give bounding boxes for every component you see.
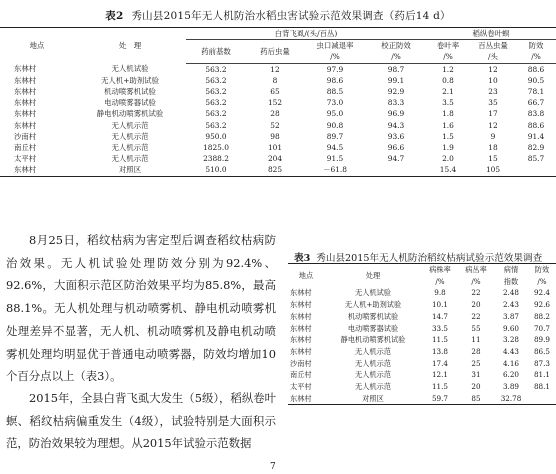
table2-cell: 1.8 bbox=[442, 109, 454, 119]
table2-cell: 52 bbox=[270, 120, 280, 130]
table2-row bbox=[0, 142, 556, 153]
table3-cell: 无人机示范 bbox=[355, 370, 391, 380]
body-paragraph-2: 2015年，全县白背飞虱大发生（5级），稻纵卷叶螟、稻纹枯病偏重发生（4级），试验特别是大面积示范，防治效果较为理想。从2015年试验示范数据 bbox=[6, 391, 276, 451]
table2-cell: 15.4 bbox=[426, 164, 470, 176]
table2-header-reduction: 虫口减退率 /% bbox=[304, 40, 366, 63]
table3-cell: 2.43 bbox=[502, 300, 519, 310]
table3-cell: 92.4 bbox=[533, 288, 550, 298]
table2-cell: 93.6 bbox=[387, 131, 405, 141]
table2-cell: 2.1 bbox=[442, 87, 454, 97]
table3-header-incidence: 病株率 /% bbox=[422, 264, 458, 288]
table2-cell: 73.0 bbox=[326, 98, 344, 108]
table3-cell: 3.28 bbox=[502, 335, 519, 345]
table2-cell: 0.8 bbox=[442, 75, 454, 85]
table3-cell: 32.78 bbox=[494, 393, 528, 405]
table2-cell: 8 bbox=[272, 75, 278, 85]
table3-row bbox=[288, 311, 556, 323]
table2-header-leafroller: 稻纵卷叶螟 bbox=[426, 28, 556, 40]
table3-cell: 70.7 bbox=[533, 323, 550, 333]
table3-row bbox=[288, 358, 556, 370]
table3-title: 秀山县2015年无人机防治稻纹枯病试验示范效果调查 bbox=[316, 253, 543, 264]
table2-cell: 510.0 bbox=[186, 164, 246, 176]
table2-cell: 563.2 bbox=[205, 109, 227, 119]
table3-cell: 88.1 bbox=[533, 382, 550, 392]
table2-cell: 12 bbox=[488, 120, 498, 130]
table3-cell: 无人机示范 bbox=[355, 346, 391, 356]
table2-cell: 98.7 bbox=[387, 64, 405, 74]
table3-cell: 10.1 bbox=[431, 300, 448, 310]
table3-row bbox=[288, 334, 556, 346]
table3-cell: 31 bbox=[471, 370, 481, 380]
table2-cell: 无人机示范 bbox=[111, 154, 149, 164]
table2-cell: 无人机试验 bbox=[111, 64, 149, 74]
table2-cell: 15 bbox=[488, 154, 498, 164]
table2-cell: 82.9 bbox=[527, 143, 545, 153]
table2-cell: 825 bbox=[246, 164, 304, 176]
table2-cell: 563.2 bbox=[205, 98, 227, 108]
table2-cell: 9 bbox=[490, 131, 496, 141]
table3-cell: 东林村 bbox=[290, 311, 312, 321]
table2-cell: 65 bbox=[270, 87, 280, 97]
table3-cell: 13.8 bbox=[431, 346, 448, 356]
table2-cell: 东林村 bbox=[14, 120, 37, 130]
table2-header-corrected: 校正防效 /% bbox=[366, 40, 426, 63]
table2-cell: 90.5 bbox=[527, 75, 545, 85]
table2-caption bbox=[0, 8, 556, 23]
table3-cell: 东林村 bbox=[290, 346, 312, 356]
table2-row bbox=[0, 63, 556, 75]
table3-cell: 25 bbox=[471, 358, 481, 368]
table3-cell: 55 bbox=[471, 323, 481, 333]
table2-cell: 1825.0 bbox=[203, 143, 229, 153]
table3-cell: 3.89 bbox=[502, 382, 519, 392]
table2-cell: 东林村 bbox=[14, 64, 37, 74]
table3-cell: 东林村 bbox=[288, 393, 324, 405]
table2-header-planthopper: 白背飞虱/(头/百丛) bbox=[186, 28, 426, 40]
table2-cell: 83.8 bbox=[527, 109, 545, 119]
table2-cell: 机动喷雾机试验 bbox=[104, 87, 156, 97]
table2-cell: 95.0 bbox=[326, 109, 344, 119]
table2-cell: 28 bbox=[270, 109, 280, 119]
table3-cell: 81.1 bbox=[533, 370, 550, 380]
table2-cell: 东林村 bbox=[14, 87, 37, 97]
table2-row bbox=[0, 131, 556, 142]
table2-cell: 152 bbox=[267, 98, 283, 108]
table2-cell: －61.8 bbox=[304, 164, 366, 176]
table3-row bbox=[288, 346, 556, 358]
table3-cell: 86.5 bbox=[533, 346, 550, 356]
table2-cell: 94.7 bbox=[387, 154, 405, 164]
table2-cell: 1.5 bbox=[442, 131, 454, 141]
table3-row bbox=[288, 299, 556, 311]
table3-cell: 南丘村 bbox=[290, 370, 312, 380]
table3-header-efficacy: 防效 /% bbox=[528, 264, 556, 288]
table2-cell: 无人机+助剂试验 bbox=[101, 75, 159, 85]
body-paragraph-1: 8月25日，稻纹枯病为害定型后调查稻纹枯病防治效果。无人机试验处理防效分别为92.4%、92.6%，大面积示范区防治效果平均为85.8%，最高88.1%。无人机处理与机动喷雾机、静电机动喷雾机处理差异不显著，无人机、机动喷雾机及静电机动喷雾机处理均明显优于普通电动喷雾器，防效均增加10个百分点以上（表3）。 bbox=[6, 233, 276, 384]
table3-cell: 沙南村 bbox=[290, 358, 312, 368]
table2-cell: 563.2 bbox=[205, 120, 227, 130]
table2-cell: 66.7 bbox=[527, 98, 545, 108]
table2-body bbox=[0, 63, 556, 176]
table2-cell: 无人机示范 bbox=[111, 131, 149, 141]
table3-caption bbox=[294, 250, 556, 264]
table2-cell: 1.2 bbox=[442, 64, 454, 74]
table2-cell: 2388.2 bbox=[203, 154, 229, 164]
table2-row bbox=[0, 97, 556, 108]
table2-cell: 18 bbox=[488, 143, 498, 153]
table3-cell: 22 bbox=[471, 288, 481, 298]
table2-cell: 96.6 bbox=[387, 143, 405, 153]
table2-cell bbox=[366, 164, 426, 176]
table2-cell: 东林村 bbox=[14, 109, 37, 119]
table3-cell: 无人机示范 bbox=[355, 382, 391, 392]
table3-row bbox=[288, 369, 556, 381]
table3-cell: 东林村 bbox=[290, 323, 312, 333]
table2-cell: 南丘村 bbox=[14, 143, 37, 153]
table3-body bbox=[288, 287, 556, 405]
table2-cell: 东林村 bbox=[14, 75, 37, 85]
table3-cell: 89.9 bbox=[533, 335, 550, 345]
table3-header-place: 地点 bbox=[288, 264, 324, 288]
table3 bbox=[288, 263, 556, 405]
table3-cell: 9.60 bbox=[502, 323, 519, 333]
table2-row bbox=[0, 108, 556, 119]
table3-cell: 28 bbox=[471, 346, 481, 356]
table2-cell: 2.0 bbox=[442, 154, 454, 164]
table3-cell: 92.6 bbox=[533, 300, 550, 310]
table3-cell: 2.48 bbox=[502, 288, 519, 298]
table3-cell: 6.20 bbox=[502, 370, 519, 380]
table2-cell: 88.5 bbox=[326, 87, 344, 97]
table2-cell: 电动喷雾器试验 bbox=[104, 98, 156, 108]
table2-title: 秀山县2015年无人机防治水稻虫害试验示范效果调查（药后14 d） bbox=[131, 10, 451, 22]
table2-cell: 对照区 bbox=[74, 164, 186, 176]
table3-header-cluster: 病丛率 /% bbox=[458, 264, 494, 288]
table3-cell: 3.87 bbox=[502, 311, 519, 321]
table3-cell: 9.8 bbox=[434, 288, 446, 298]
table2-cell: 105 bbox=[470, 164, 516, 176]
table3-cell: 机动喷雾机试验 bbox=[347, 311, 399, 321]
table2-cell: 88.6 bbox=[527, 120, 545, 130]
table2-cell: 94.5 bbox=[326, 143, 344, 153]
table3-cell: 20 bbox=[471, 382, 481, 392]
table2-cell: 563.2 bbox=[205, 64, 227, 74]
table3-cell: 静电机动喷雾机试验 bbox=[340, 335, 406, 345]
table2-header-count: 百丛虫量 /头 bbox=[470, 40, 516, 63]
table3-cell: 4.16 bbox=[502, 358, 519, 368]
table3-cell: 11.5 bbox=[431, 335, 448, 345]
table2-header-before: 药前基数 bbox=[186, 40, 246, 63]
table2-cell: 沙南村 bbox=[14, 131, 37, 141]
table3-cell: 东林村 bbox=[290, 288, 312, 298]
table2-cell: 东林村 bbox=[0, 164, 74, 176]
table2-cell: 563.2 bbox=[205, 87, 227, 97]
table2-cell: 99.1 bbox=[387, 75, 405, 85]
table2-cell: 94.3 bbox=[387, 120, 405, 130]
table3-row bbox=[288, 381, 556, 393]
table2-cell: 98.6 bbox=[326, 75, 344, 85]
table2-cell: 12 bbox=[488, 64, 498, 74]
table3-cell: 11.5 bbox=[431, 382, 448, 392]
table2-cell: 17 bbox=[488, 109, 498, 119]
table2-label: 表2 bbox=[105, 10, 124, 22]
table3-cell: 无人机+助剂试验 bbox=[344, 300, 402, 310]
table2-cell: 97.9 bbox=[326, 64, 344, 74]
table2-cell: 太平村 bbox=[14, 154, 37, 164]
table3-cell: 东林村 bbox=[290, 300, 312, 310]
table3-cell: 4.43 bbox=[502, 346, 519, 356]
table2-cell: 静电机动喷雾机试验 bbox=[96, 109, 164, 119]
table2-cell: 85.7 bbox=[527, 154, 545, 164]
table2-cell: 23 bbox=[488, 87, 498, 97]
table2-cell: 563.2 bbox=[205, 75, 227, 85]
table2-cell: 35 bbox=[488, 98, 498, 108]
table2-cell: 无人机示范 bbox=[111, 143, 149, 153]
table3-cell: 17.4 bbox=[431, 358, 448, 368]
table3-cell: 对照区 bbox=[324, 393, 422, 405]
table2-cell bbox=[516, 164, 556, 176]
table3-header-index: 病情 指数 bbox=[494, 264, 528, 288]
table3-row bbox=[288, 287, 556, 299]
table2-cell: 92.9 bbox=[387, 87, 405, 97]
table2-cell: 98 bbox=[270, 131, 280, 141]
table2-header-roll: 卷叶率 /% bbox=[426, 40, 470, 63]
table2-cell: 101 bbox=[267, 143, 283, 153]
table3-row bbox=[288, 393, 556, 405]
table3-cell: 33.5 bbox=[431, 323, 448, 333]
table2-cell: 78.1 bbox=[527, 87, 545, 97]
table2-header-treatment: 处 理 bbox=[74, 28, 186, 64]
table2-row bbox=[0, 75, 556, 86]
table2-cell: 90.8 bbox=[326, 120, 344, 130]
table2-row bbox=[0, 164, 556, 176]
table3-cell: 东林村 bbox=[290, 335, 312, 345]
table3-cell: 14.7 bbox=[431, 311, 448, 321]
table2-cell: 91.4 bbox=[527, 131, 545, 141]
table3-cell bbox=[528, 393, 556, 405]
table3-cell: 20 bbox=[471, 300, 481, 310]
table3-cell: 22 bbox=[471, 311, 481, 321]
table2-cell: 1.9 bbox=[442, 143, 454, 153]
table2-row bbox=[0, 86, 556, 97]
table2-cell: 东林村 bbox=[14, 98, 37, 108]
table3-cell: 无人机示范 bbox=[355, 358, 391, 368]
table3-cell: 59.7 bbox=[422, 393, 458, 405]
table2-row bbox=[0, 153, 556, 164]
table2-header-efficacy: 防效 /% bbox=[516, 40, 556, 63]
table2-header-place: 地点 bbox=[0, 28, 74, 64]
table3-cell: 太平村 bbox=[290, 382, 312, 392]
table3-cell: 87.3 bbox=[533, 358, 550, 368]
table3-row bbox=[288, 323, 556, 335]
table2-header-after: 药后虫量 bbox=[246, 40, 304, 63]
table2-cell: 12 bbox=[270, 64, 280, 74]
table2 bbox=[0, 27, 556, 177]
table3-cell: 11 bbox=[471, 335, 481, 345]
table3-cell: 88.2 bbox=[533, 311, 550, 321]
table2-cell: 96.9 bbox=[387, 109, 405, 119]
table3-cell: 电动喷雾器试验 bbox=[347, 323, 399, 333]
page-number: 7 bbox=[270, 462, 276, 472]
table2-cell: 3.5 bbox=[442, 98, 454, 108]
table2-cell: 950.0 bbox=[205, 131, 227, 141]
table2-cell: 89.7 bbox=[326, 131, 344, 141]
table2-row bbox=[0, 120, 556, 131]
table3-label: 表3 bbox=[294, 253, 311, 264]
table2-cell: 88.6 bbox=[527, 64, 545, 74]
table3-cell: 85 bbox=[458, 393, 494, 405]
table2-cell: 83.3 bbox=[387, 98, 405, 108]
table2-cell: 10 bbox=[488, 75, 498, 85]
table3-cell: 12.1 bbox=[431, 370, 448, 380]
table3-header-treatment: 处理 bbox=[324, 264, 422, 288]
table2-cell: 91.5 bbox=[326, 154, 344, 164]
table2-cell: 无人机示范 bbox=[111, 120, 149, 130]
table2-cell: 1.6 bbox=[442, 120, 454, 130]
table3-cell: 无人机试验 bbox=[355, 288, 391, 298]
table2-cell: 204 bbox=[267, 154, 283, 164]
